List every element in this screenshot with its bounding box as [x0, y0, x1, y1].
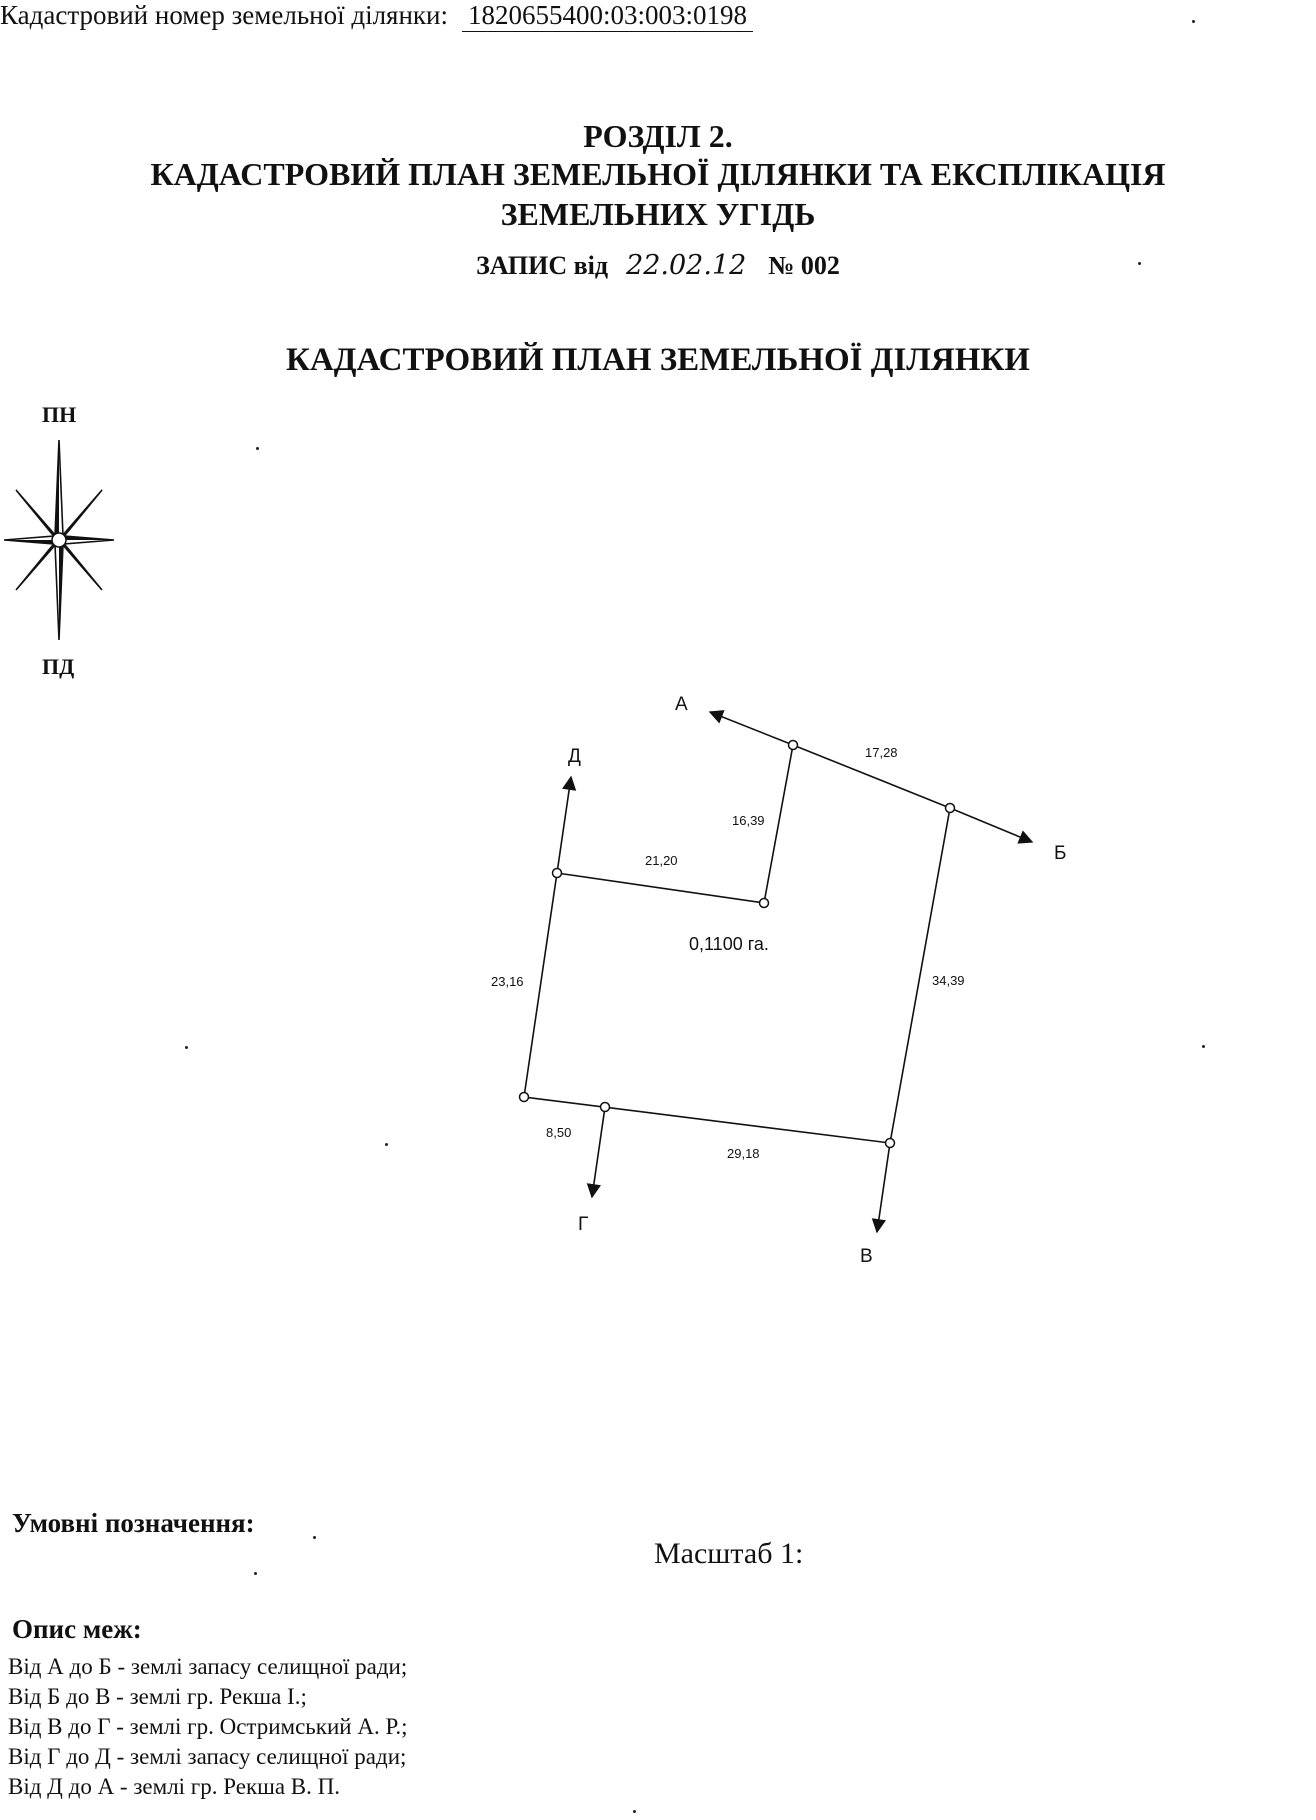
parcel-area: 0,1100 га. [689, 934, 769, 954]
length-label: 34,39 [932, 973, 965, 988]
section-subtitle-line-1: КАДАСТРОВИЙ ПЛАН ЗЕМЕЛЬНОЇ ДІЛЯНКИ ТА ЕКСПЛІКАЦІЯ [150, 156, 1166, 192]
length-label: 16,39 [732, 813, 765, 828]
vertex-marker [946, 804, 955, 813]
scan-speck [1192, 20, 1195, 23]
north-label: ПН [42, 402, 77, 427]
legend-title: Умовні позначення: [12, 1508, 255, 1538]
length-label: 29,18 [727, 1146, 760, 1161]
section-title: РОЗДІЛ 2. [583, 118, 733, 154]
point-label-V: В [860, 1246, 873, 1267]
arrow-to-D [557, 777, 571, 873]
vertex-marker [520, 1093, 529, 1102]
arrow-to-G [592, 1107, 605, 1197]
section-subtitle-line-2: ЗЕМЕЛЬНИХ УГІДЬ [500, 196, 816, 232]
point-label-A: А [675, 694, 688, 715]
south-label: ПД [42, 654, 75, 679]
length-label: 17,28 [865, 745, 898, 760]
arrow-to-A [710, 712, 793, 745]
scan-speck [313, 1536, 316, 1539]
vertex-marker [601, 1103, 610, 1112]
scan-speck [185, 1046, 188, 1049]
boundaries-title: Опис меж: [12, 1614, 142, 1644]
length-label: 8,50 [546, 1125, 572, 1140]
boundary-item: Від В до Г - землі гр. Остримський А. Р.; [8, 1714, 408, 1739]
scan-speck [385, 1143, 388, 1146]
cadastral-number-label: Кадастровий номер земельної ділянки: [0, 0, 448, 30]
boundary-item: Від Б до В - землі гр. Рекша І.; [8, 1684, 307, 1709]
vertex-marker [553, 869, 562, 878]
length-label: 21,20 [645, 853, 678, 868]
length-label: 23,16 [491, 974, 524, 989]
arrow-to-V [877, 1143, 890, 1232]
boundaries-list [8, 1652, 408, 1802]
boundary-item: Від А до Б - землі запасу селищної ради; [8, 1654, 408, 1679]
scan-speck [256, 447, 259, 450]
plan-title: КАДАСТРОВИЙ ПЛАН ЗЕМЕЛЬНОЇ ДІЛЯНКИ [286, 342, 1030, 378]
vertex-marker [886, 1139, 895, 1148]
boundary-item: Від Г до Д - землі запасу селищної ради; [8, 1744, 407, 1769]
scale-label: Масштаб 1: [654, 1537, 804, 1570]
point-label-D: Д [568, 746, 581, 767]
point-label-G: Г [578, 1214, 589, 1235]
scan-speck [633, 1810, 636, 1813]
vertex-marker [789, 741, 798, 750]
scan-speck [1138, 262, 1141, 265]
arrow-to-B [950, 808, 1032, 842]
scan-speck [254, 1572, 257, 1575]
vertex-marker [760, 899, 769, 908]
record-number: № 002 [768, 251, 840, 280]
scan-speck [1202, 1045, 1205, 1048]
record-date: 22.02.12 [626, 250, 747, 281]
record-label: ЗАПИС від [476, 251, 609, 280]
cadastral-number-value: 1820655400:03:003:0198 [462, 0, 753, 32]
boundary-item: Від Д до А - землі гр. Рекша В. П. [8, 1774, 340, 1799]
point-label-B: Б [1054, 843, 1067, 864]
